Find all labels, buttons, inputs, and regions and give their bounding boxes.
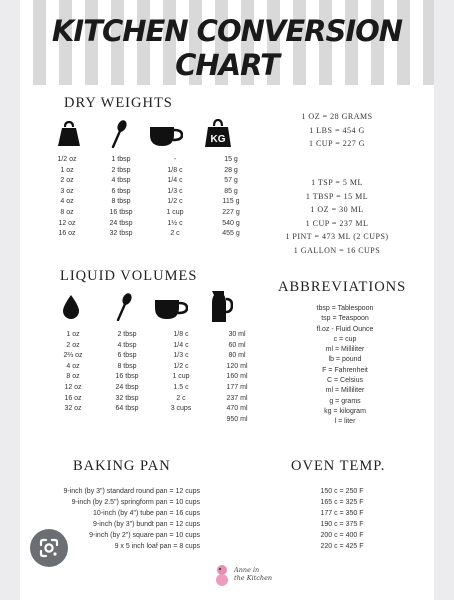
table-cell: 1 cup xyxy=(172,373,190,381)
baking-pan-heading: BAKING PAN xyxy=(73,458,171,474)
table-cell: 470 ml xyxy=(226,405,248,413)
abbreviations-heading: ABBREVIATIONS xyxy=(278,279,407,295)
table-cell: 57 g xyxy=(224,177,238,185)
table-cell: 1/2 c xyxy=(167,198,183,206)
abbreviation-item: kg = kilogram xyxy=(324,407,366,415)
conversion-line: 1 OZ = 30 ML xyxy=(310,205,364,214)
baking-pan-item: 9 x 5 inch loaf pan = 8 cups xyxy=(114,543,200,550)
table-cell: 16 tbsp xyxy=(109,208,133,216)
table-cell: 227 g xyxy=(222,208,240,216)
google-lens-icon xyxy=(30,529,68,567)
conversion-line: 1 CUP = 227 G xyxy=(308,139,366,148)
conversion-chart-sheet xyxy=(20,0,434,600)
table-cell: 177 ml xyxy=(226,383,248,391)
abbreviation-item: tbsp = Tablespoon xyxy=(316,305,374,312)
table-cell: - xyxy=(173,156,177,163)
table-cell: 32 tbsp xyxy=(109,230,133,238)
table-cell: 3 oz xyxy=(60,187,74,195)
table-cell: 30 ml xyxy=(228,331,246,338)
oven-temp-item: 220 c = 425 F xyxy=(320,543,364,550)
table-cell: 1/3 c xyxy=(173,352,189,360)
table-cell: 1/4 c xyxy=(173,341,189,349)
table-cell: 160 ml xyxy=(226,373,248,381)
table-cell: 1/8 c xyxy=(167,166,183,174)
table-cell: 16 tbsp xyxy=(115,373,139,381)
table-cell xyxy=(100,415,154,426)
conversion-line: 1 LBS = 454 G xyxy=(309,125,365,135)
table-cell: 4 tbsp xyxy=(111,177,131,185)
table-cell: 8 tbsp xyxy=(111,198,131,206)
table-cell: 12 oz xyxy=(58,219,76,227)
table-cell xyxy=(154,415,208,426)
table-cell: 16 oz xyxy=(64,394,82,402)
table-cell: 2⅔ oz xyxy=(63,352,83,360)
abbreviation-item: lb = pound xyxy=(328,356,362,364)
table-cell: 2 c xyxy=(176,394,186,402)
dry-weights-heading: DRY WEIGHTS xyxy=(64,95,173,111)
volumes-conversion-list xyxy=(257,176,417,257)
table-cell: 60 ml xyxy=(228,341,246,349)
weight-icon xyxy=(57,121,81,147)
table-cell: 1/2 oz xyxy=(57,156,77,163)
liquid-volumes-heading: LIQUID VOLUMES xyxy=(60,268,198,284)
pitcher-icon xyxy=(209,289,233,323)
table-cell: 4 oz xyxy=(66,362,80,370)
baking-pan-item: 9-inch (by 3") bundt pan = 12 cups xyxy=(93,521,200,528)
table-cell: 1 tbsp xyxy=(111,156,131,163)
weights-conversion-list xyxy=(262,110,412,151)
logo-line-2: the Kitchen xyxy=(234,574,273,582)
table-cell: 85 g xyxy=(224,187,238,195)
table-cell: 2 oz xyxy=(66,341,80,349)
table-cell: 24 tbsp xyxy=(115,383,139,391)
table-cell: 8 tbsp xyxy=(117,362,137,370)
table-cell: 24 tbsp xyxy=(109,219,133,227)
abbreviation-item: c = cup xyxy=(333,335,357,343)
table-cell: 2 c xyxy=(170,230,180,238)
abbreviation-item: l = liter xyxy=(334,418,356,426)
abbreviation-item: ml = Milliliter xyxy=(325,346,365,354)
table-cell: 950 ml xyxy=(226,415,248,423)
google-lens-button[interactable] xyxy=(30,529,68,567)
liquid-volumes-table xyxy=(46,330,266,425)
table-cell: 1½ c xyxy=(167,219,183,227)
oven-temp-item: 200 c = 400 F xyxy=(320,532,364,539)
table-cell: 28 g xyxy=(224,166,238,174)
conversion-line: 1 GALLON = 16 CUPS xyxy=(293,245,381,255)
abbreviation-item: F = Fahrenheit xyxy=(322,366,368,374)
table-cell: 1/2 c xyxy=(173,362,189,370)
logo-text xyxy=(234,566,272,582)
table-cell: 6 tbsp xyxy=(117,352,137,360)
baking-pan-item: 9-inch (by 2.5") springform pan = 10 cups xyxy=(71,499,200,506)
table-cell: 4 tbsp xyxy=(117,341,137,349)
table-cell: 32 tbsp xyxy=(115,394,139,402)
baking-pan-item: 10-inch (by 4") tube pan = 16 cups xyxy=(93,510,200,517)
kg-label: KG xyxy=(210,134,226,145)
abbreviation-item: tsp = Teaspoon xyxy=(321,315,369,323)
chart-title: KITCHEN CONVERSION CHART xyxy=(51,14,403,82)
logo-line-1: Anne in xyxy=(234,566,260,574)
table-cell: 2 oz xyxy=(60,177,74,185)
table-cell: 8 oz xyxy=(66,373,80,381)
table-cell: 8 oz xyxy=(60,208,74,216)
cup-icon xyxy=(154,298,188,320)
table-cell: 80 ml xyxy=(228,352,246,360)
oven-temp-item: 190 c = 375 F xyxy=(320,521,364,528)
conversion-line: 1 TSP = 5 ML xyxy=(311,178,363,187)
abbreviation-item: fl.oz - Fluid Ounce xyxy=(316,325,374,333)
table-cell: 1 oz xyxy=(66,331,80,338)
conversion-line: 1 CUP = 237 ML xyxy=(305,218,369,228)
table-cell: 1 cup xyxy=(166,208,184,216)
table-cell: 16 oz xyxy=(58,230,76,238)
table-cell: 15 g xyxy=(224,156,238,163)
table-cell: 64 tbsp xyxy=(115,405,139,413)
table-cell: 1 oz xyxy=(60,166,74,174)
dry-weights-table xyxy=(40,155,260,240)
conversion-line: 1 OZ = 28 GRAMS xyxy=(301,112,373,121)
drop-icon xyxy=(62,294,80,320)
table-cell: 32 oz xyxy=(64,405,82,413)
oven-temp-item: 150 c = 250 F xyxy=(320,488,364,495)
table-cell: 1/8 c xyxy=(173,331,189,338)
oven-temp-item: 177 c = 350 F xyxy=(320,510,364,517)
table-cell: 12 oz xyxy=(64,383,82,391)
cup-icon xyxy=(149,125,183,147)
table-cell: 2 tbsp xyxy=(111,166,131,174)
conversion-line: 1 TBSP = 15 ML xyxy=(305,191,369,201)
table-cell: 4 oz xyxy=(60,198,74,206)
kg-weight-icon xyxy=(204,119,232,148)
table-cell: 2 tbsp xyxy=(117,331,137,338)
baking-pan-item: 9-inch (by 3") standard round pan = 12 cups xyxy=(63,488,200,495)
abbreviation-item: ml = Milliliter xyxy=(325,387,365,395)
table-cell xyxy=(46,415,100,426)
table-cell: 3 cups xyxy=(170,405,192,413)
table-cell: 455 g xyxy=(222,230,240,238)
spoon-icon xyxy=(116,293,132,321)
table-cell: 6 tbsp xyxy=(111,187,131,195)
table-cell: 540 g xyxy=(222,219,240,227)
baking-pan-item: 9-inch (by 2") square pan = 10 cups xyxy=(89,532,200,539)
table-cell: 1/4 c xyxy=(167,177,183,185)
abbreviation-item: g = grams xyxy=(329,397,361,405)
abbreviation-item: C = Celsius xyxy=(327,377,363,385)
table-cell: 237 ml xyxy=(226,394,248,402)
table-cell: 115 g xyxy=(222,198,240,206)
anne-in-the-kitchen-logo xyxy=(211,563,233,587)
table-cell: 1/3 c xyxy=(167,187,183,195)
conversion-line: 1 PINT = 473 ML (2 CUPS) xyxy=(285,232,389,241)
spoon-icon xyxy=(111,120,127,148)
abbreviations-list xyxy=(282,304,408,428)
oven-temp-list xyxy=(299,486,385,552)
table-cell: 1.5 c xyxy=(173,383,189,391)
oven-temp-heading: OVEN TEMP. xyxy=(291,458,386,474)
oven-temp-item: 165 c = 325 F xyxy=(320,499,364,506)
table-cell: 120 ml xyxy=(226,362,248,370)
